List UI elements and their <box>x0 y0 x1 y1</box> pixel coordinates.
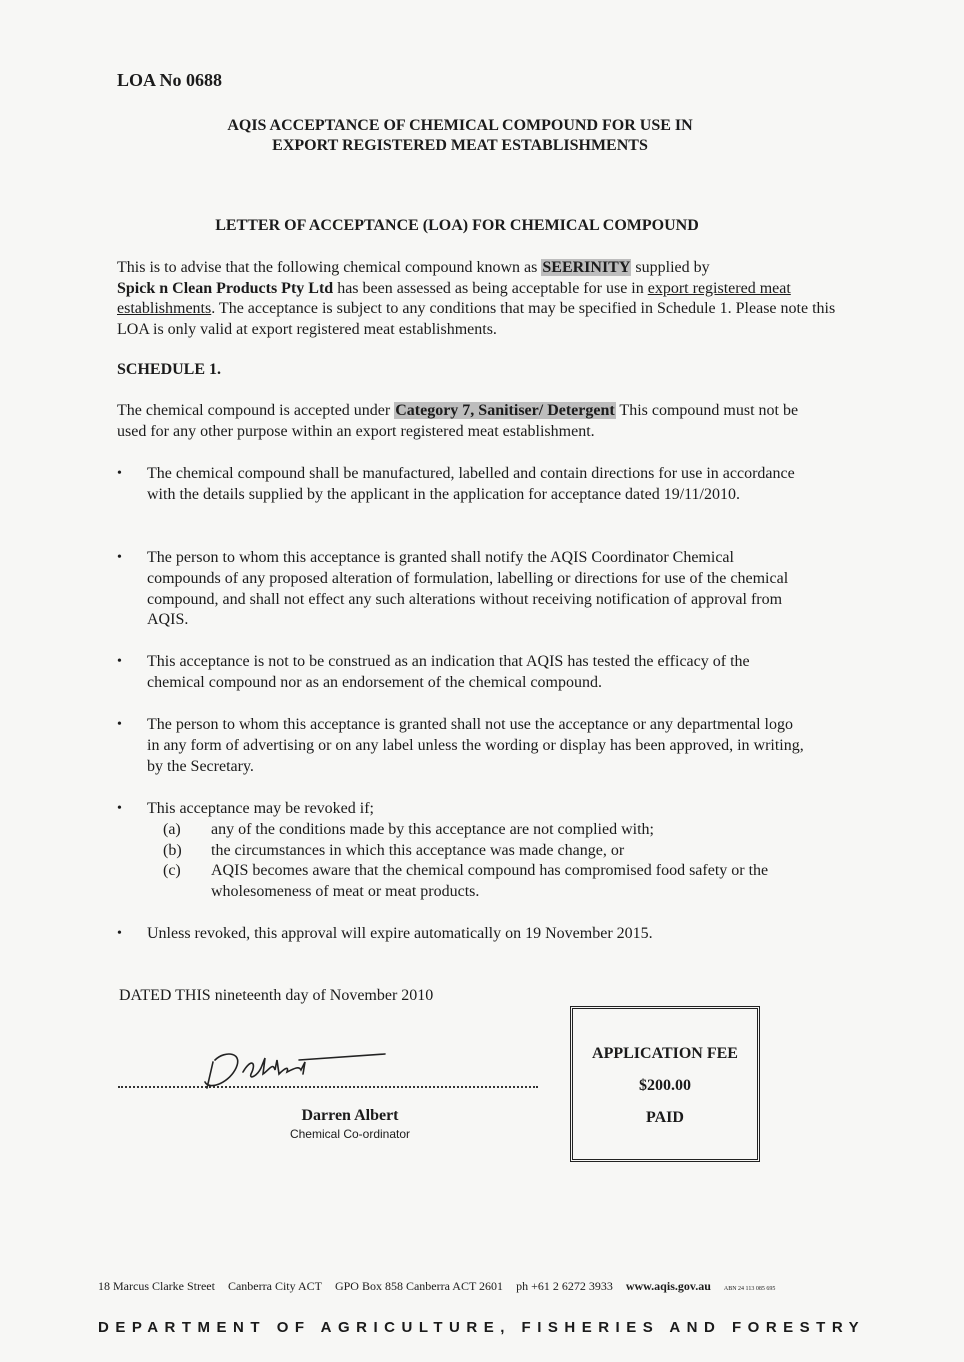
bullet-icon: • <box>117 801 122 816</box>
intro-text-4: . The acceptance is subject to any conditions that may be specified in Schedule 1. Please note this LOA is only valid at export registered meat establishments. <box>117 300 836 338</box>
revoke-item <box>147 841 807 862</box>
condition-item <box>117 652 807 694</box>
document-title <box>150 116 770 156</box>
fee-label: APPLICATION FEE <box>592 1045 738 1062</box>
condition-text: The person to whom this acceptance is granted shall not use the acceptance or any departmental logo in any form of advertising or on any label unless the wording or display has been approved, in writing, by the Secretary. <box>147 716 804 775</box>
bullet-icon: • <box>117 550 122 565</box>
dated-line: DATED THIS nineteenth day of November 2010 <box>119 987 434 1004</box>
schedule-text-2: This compound must not be used for any other purpose within an export registered meat establishment. <box>117 402 799 440</box>
footer-street: 18 Marcus Clarke Street <box>98 1279 215 1293</box>
footer-po-box: GPO Box 858 Canberra ACT 2601 <box>334 1279 504 1293</box>
loa-number: LOA No 0688 <box>117 70 223 90</box>
revoke-list <box>147 820 807 903</box>
bullet-icon: • <box>117 717 122 732</box>
schedule-heading: SCHEDULE 1. <box>117 361 222 378</box>
handwritten-signature <box>195 1040 415 1100</box>
condition-item <box>117 799 807 903</box>
intro-paragraph <box>117 258 852 340</box>
revoke-item-text: any of the conditions made by this acceptance are not complied with; <box>211 820 654 838</box>
revoke-item-text: the circumstances in which this acceptance was made change, or <box>211 841 625 859</box>
schedule-paragraph <box>117 401 807 442</box>
footer-abn: ABN 24 113 085 695 <box>723 1286 776 1292</box>
footer-city: Canberra City ACT <box>227 1279 322 1293</box>
intro-text-2: supplied by <box>631 259 710 276</box>
export-link-text: export registered meat establishments <box>117 279 791 317</box>
title-line-2: EXPORT REGISTERED MEAT ESTABLISHMENTS <box>272 137 648 154</box>
footer-phone: ph +61 2 6272 3933 <box>516 1279 613 1293</box>
supplier-name: Spick n Clean Products Pty Ltd <box>117 279 334 297</box>
title-line-1: AQIS ACCEPTANCE OF CHEMICAL COMPOUND FOR USE IN <box>227 117 693 134</box>
department-name: DEPARTMENT OF AGRICULTURE, FISHERIES AND FORESTRY <box>98 1319 866 1336</box>
condition-text: The person to whom this acceptance is granted shall notify the AQIS Coordinator Chemical compounds of any proposed alteration of formulation, labelling or directions for use of the chemical compound, and shall not effect any such alterations without receiving notification of approval from AQIS. <box>147 549 789 629</box>
condition-item <box>117 924 807 945</box>
application-fee-stamp <box>570 1006 760 1162</box>
condition-text: This acceptance is not to be construed as an indication that AQIS has tested the efficacy of the chemical compound nor as an endorsement of the chemical compound. <box>147 653 750 691</box>
intro-text-3: has been assessed as being acceptable for use in <box>333 279 648 297</box>
signer-role: Chemical Co-ordinator <box>289 1127 411 1141</box>
condition-item <box>117 464 807 506</box>
revoke-item <box>147 861 807 903</box>
fee-amount: $200.00 <box>639 1077 691 1094</box>
footer-website: www.aqis.gov.au <box>625 1279 711 1293</box>
footer-address <box>98 1279 785 1294</box>
compound-name: SEERINITY <box>542 259 631 276</box>
condition-item <box>117 548 807 631</box>
condition-text: Unless revoked, this approval will expire automatically on 19 November 2015. <box>147 925 653 942</box>
intro-text-1: This is to advise that the following chemical compound known as <box>117 259 542 276</box>
bullet-icon: • <box>117 926 122 941</box>
fee-status: PAID <box>646 1109 684 1126</box>
condition-item <box>117 715 807 777</box>
revoke-item-label: (c) <box>163 862 181 880</box>
revoke-item-label: (b) <box>163 841 182 859</box>
bullet-icon: • <box>117 654 122 669</box>
signer-name: Darren Albert <box>301 1107 399 1124</box>
condition-text: The chemical compound shall be manufactured, labelled and contain directions for use in accordance with the details supplied by the applicant in the application for acceptance dated 19/11/2010. <box>147 465 795 503</box>
revoke-item-text: AQIS becomes aware that the chemical compound has compromised food safety or the wholesomeness of meat or meat products. <box>211 862 769 901</box>
bullet-icon: • <box>117 466 122 481</box>
document-subtitle: LETTER OF ACCEPTANCE (LOA) FOR CHEMICAL COMPOUND <box>215 217 699 234</box>
category-name: Category 7, Sanitiser/ Detergent <box>395 402 615 419</box>
revoke-item-label: (a) <box>163 820 181 838</box>
schedule-text-1: The chemical compound is accepted under <box>117 402 395 419</box>
revoke-item <box>147 820 807 841</box>
condition-text: This acceptance may be revoked if; <box>147 800 374 817</box>
